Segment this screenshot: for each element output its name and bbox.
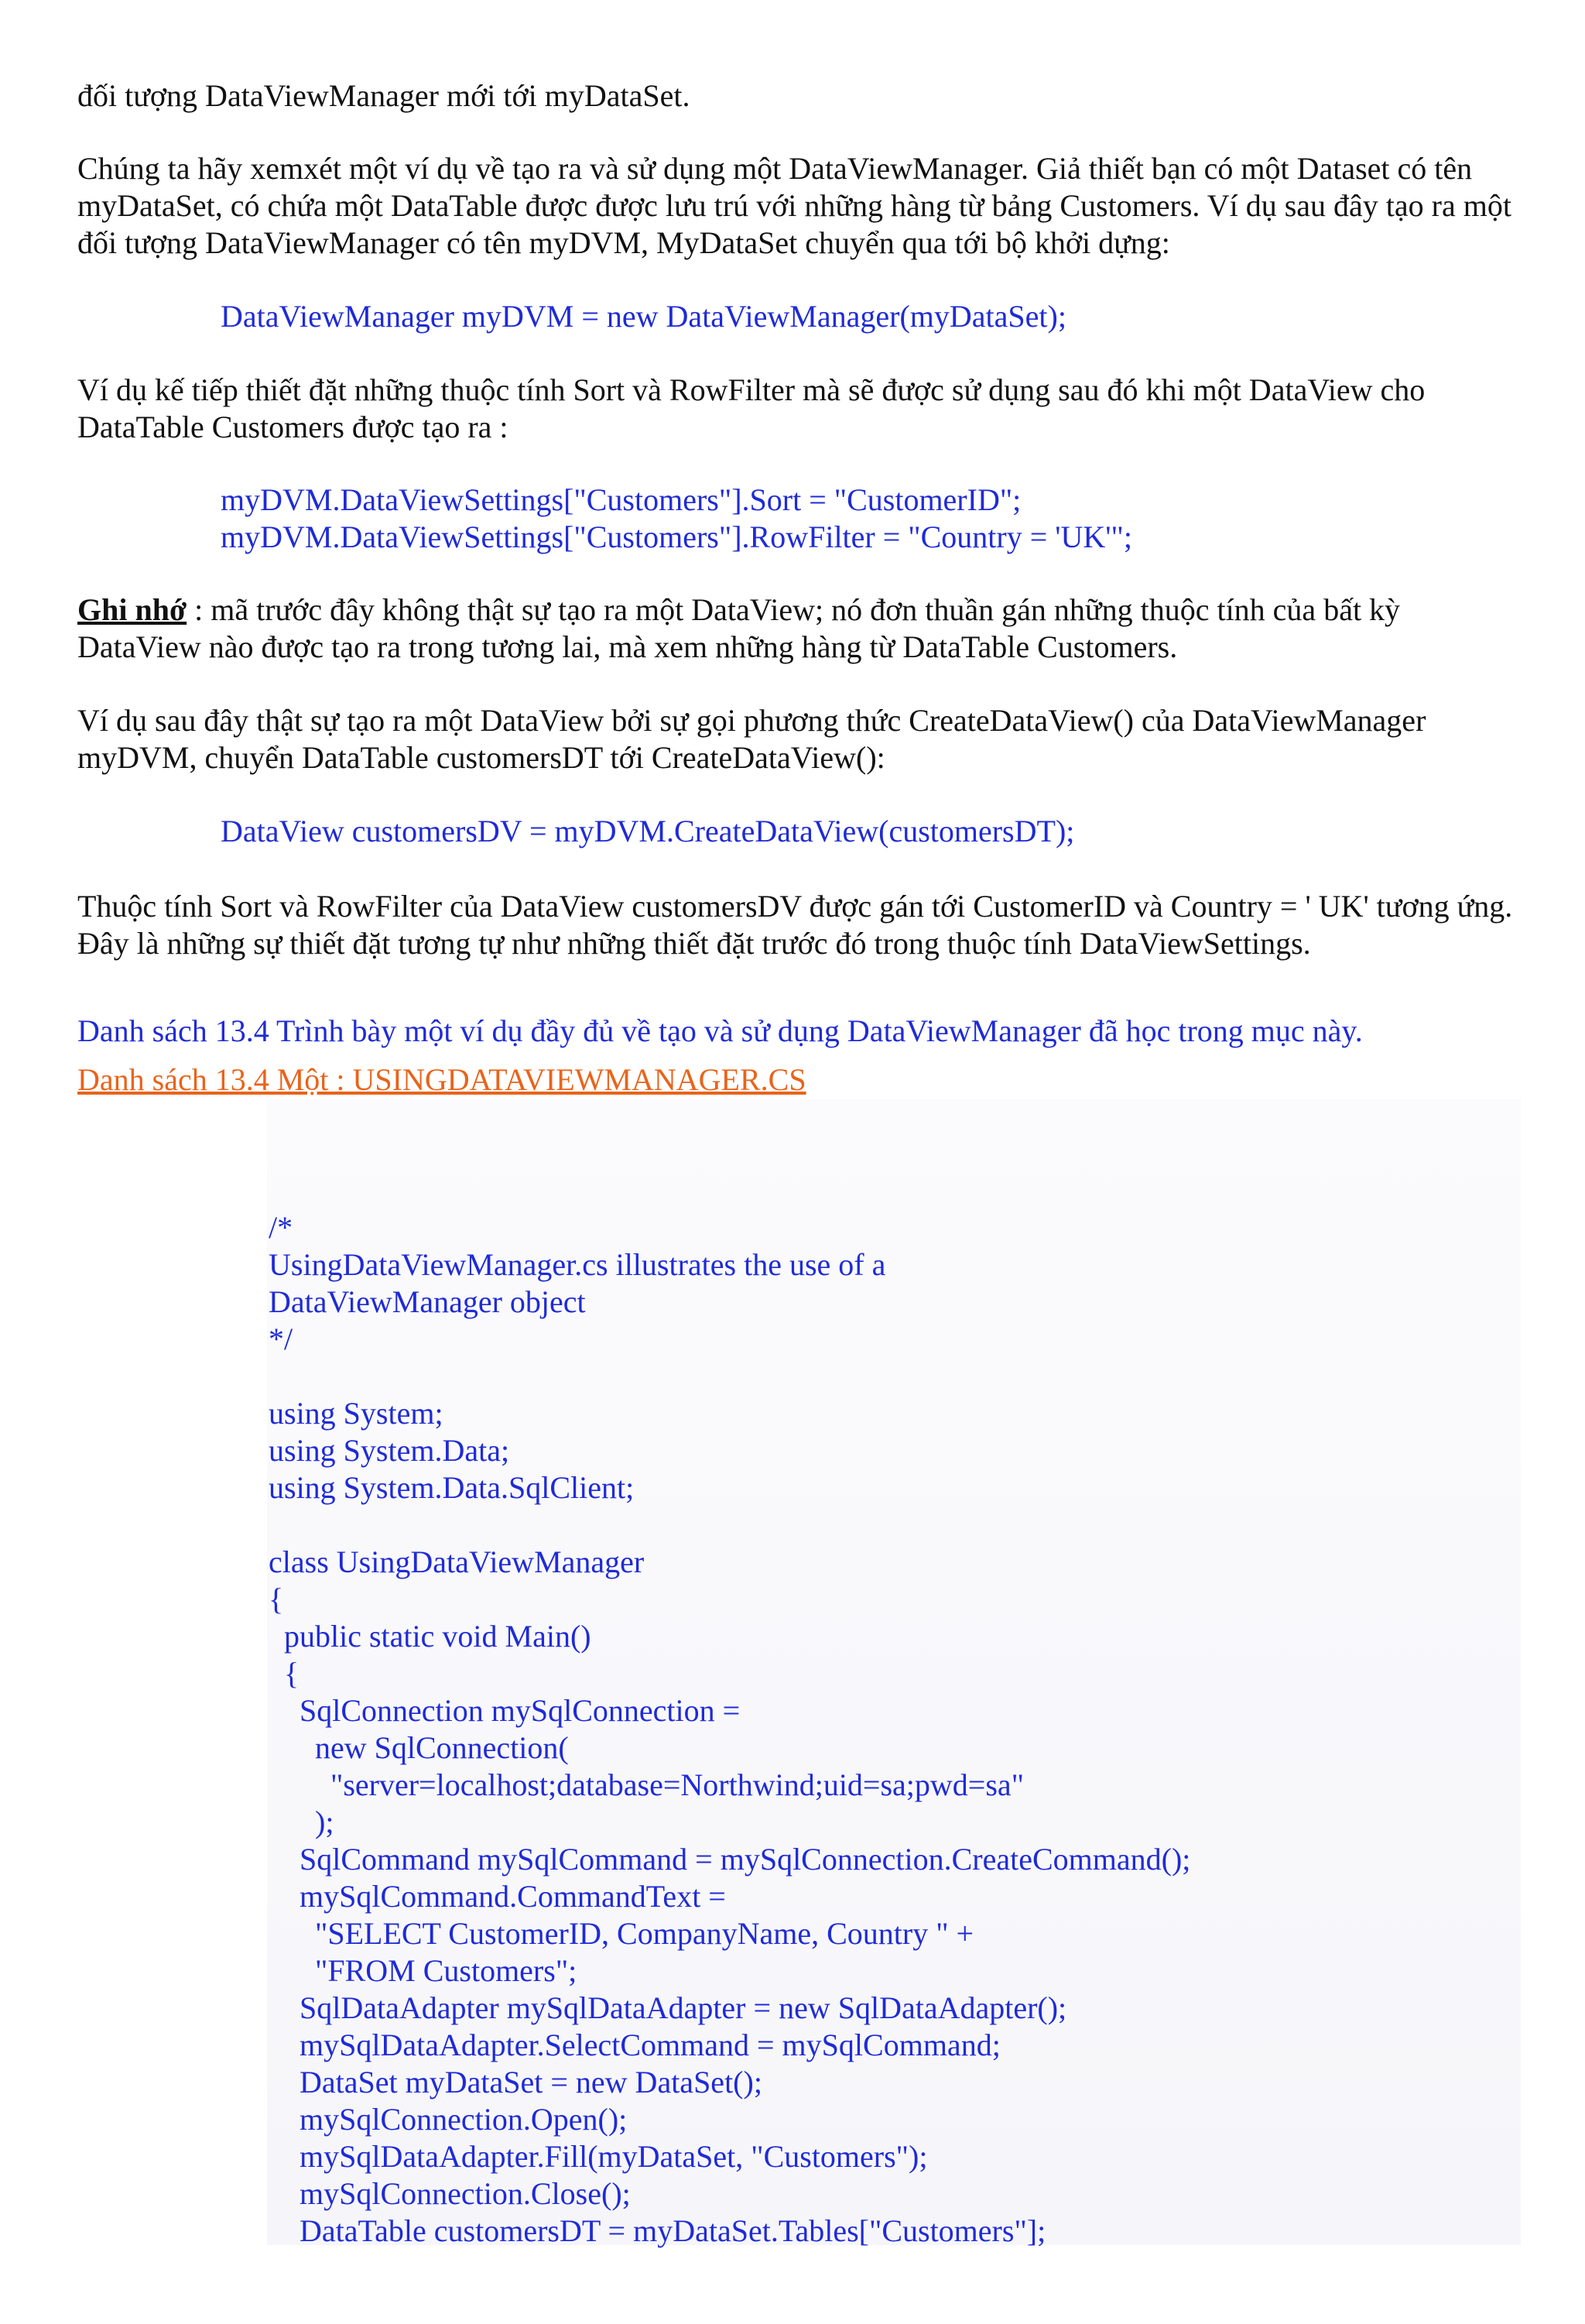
code-line: mySqlDataAdapter.Fill(myDataSet, "Customers");: [269, 2139, 928, 2174]
code-line: [269, 1506, 1190, 1544]
paragraph-dataviewmanager-example: Chúng ta hãy xemxét một ví dụ về tạo ra và sử dụng một DataViewManager. Giả thiết bạn có một Dataset có tên myDataSet, có chứa một DataTable được được lưu trú với những hàng từ bảng Customers. Ví dụ sau đây tạo ra một đối tượng DataViewManager có tên myDVM, MyDataSet chuyển qua tới bộ khởi dựng:: [77, 151, 1511, 260]
code-line: [269, 1358, 1190, 1395]
code-listing: [269, 1135, 1190, 2324]
listing-title-paragraph: [77, 1061, 1517, 1099]
code-line: DataViewManager object: [269, 1284, 586, 1319]
code-create-dvm: DataViewManager myDVM = new DataViewManager(myDataSet);: [221, 299, 1066, 334]
code-rowfilter-setting: myDVM.DataViewSettings["Customers"].RowFilter = "Country = 'UK'";: [221, 519, 1132, 554]
code-line: mySqlConnection.Close();: [269, 2176, 631, 2211]
code-line: "SELECT CustomerID, CompanyName, Country " +: [269, 1916, 974, 1951]
code-sort-setting: myDVM.DataViewSettings["Customers"].Sort = "CustomerID";: [221, 482, 1022, 517]
listing-caption: Danh sách 13.4 Trình bày một ví dụ đầy đủ về tạo và sử dụng DataViewManager đã học trong mục này.: [77, 1013, 1363, 1048]
code-line: using System.Data;: [269, 1433, 510, 1468]
code-line: UsingDataViewManager.cs illustrates the use of a: [269, 1247, 886, 1282]
code-line: class UsingDataViewManager: [269, 1544, 645, 1579]
code-line: */: [269, 1321, 293, 1356]
code-line: /*: [269, 1210, 293, 1245]
code-line: public static void Main(): [269, 1619, 591, 1654]
code-line: SqlCommand mySqlCommand = mySqlConnection.CreateCommand();: [269, 1842, 1191, 1877]
code-line: using System;: [269, 1396, 443, 1431]
code-line: {: [269, 1656, 300, 1691]
code-line: using System.Data.SqlClient;: [269, 1470, 635, 1505]
code-line: DataSet myDataSet = new DataSet();: [269, 2065, 762, 2099]
note-text: : mã trước đây không thật sự tạo ra một DataView; nó đơn thuần gán những thuộc tính của bất kỳ DataView nào được tạo ra trong tương lai, mà xem những hàng từ DataTable Customers.: [77, 592, 1401, 664]
code-line: mySqlDataAdapter.SelectCommand = mySqlCommand;: [269, 2028, 1001, 2062]
code-create-dataview: DataView customersDV = myDVM.CreateDataView(customersDT);: [221, 814, 1075, 848]
code-line: "server=localhost;database=Northwind;uid=sa;pwd=sa": [269, 1767, 1025, 1802]
paragraph-note: [77, 591, 1517, 666]
code-line: mySqlCommand.CommandText =: [269, 1879, 726, 1914]
code-line: new SqlConnection(: [269, 1730, 569, 1765]
paragraph-sort-rowfilter: Ví dụ kế tiếp thiết đặt những thuộc tính Sort và RowFilter mà sẽ được sử dụng sau đó khi một DataView cho DataTable Customers được tạo ra :: [77, 372, 1426, 444]
note-label: Ghi nhớ: [77, 592, 187, 627]
code-line: "FROM Customers";: [269, 1953, 577, 1988]
code-line: {: [269, 1582, 284, 1616]
code-line: SqlDataAdapter mySqlDataAdapter = new SqlDataAdapter();: [269, 1990, 1067, 2025]
paragraph-intro-continuation: đối tượng DataViewManager mới tới myDataSet.: [77, 78, 690, 113]
paragraph-createdataview: Ví dụ sau đây thật sự tạo ra một DataView bởi sự gọi phương thức CreateDataView() của DataViewManager myDVM, chuyển DataTable customersDT tới CreateDataView():: [77, 703, 1426, 775]
paragraph-result: Thuộc tính Sort và RowFilter của DataView customersDV được gán tới CustomerID và Country = ' UK' tương ứng. Đây là những sự thiết đặt tương tự như những thiết đặt trước đó trong thuộc tính DataViewSettings.: [77, 889, 1513, 961]
listing-title: Danh sách 13.4 Một : USINGDATAVIEWMANAGER.CS: [77, 1062, 806, 1097]
code-line: mySqlConnection.Open();: [269, 2102, 628, 2137]
code-line: DataTable customersDT = myDataSet.Tables["Customers"];: [269, 2213, 1046, 2248]
code-line: );: [269, 1805, 334, 1839]
code-line: SqlConnection mySqlConnection =: [269, 1693, 741, 1728]
